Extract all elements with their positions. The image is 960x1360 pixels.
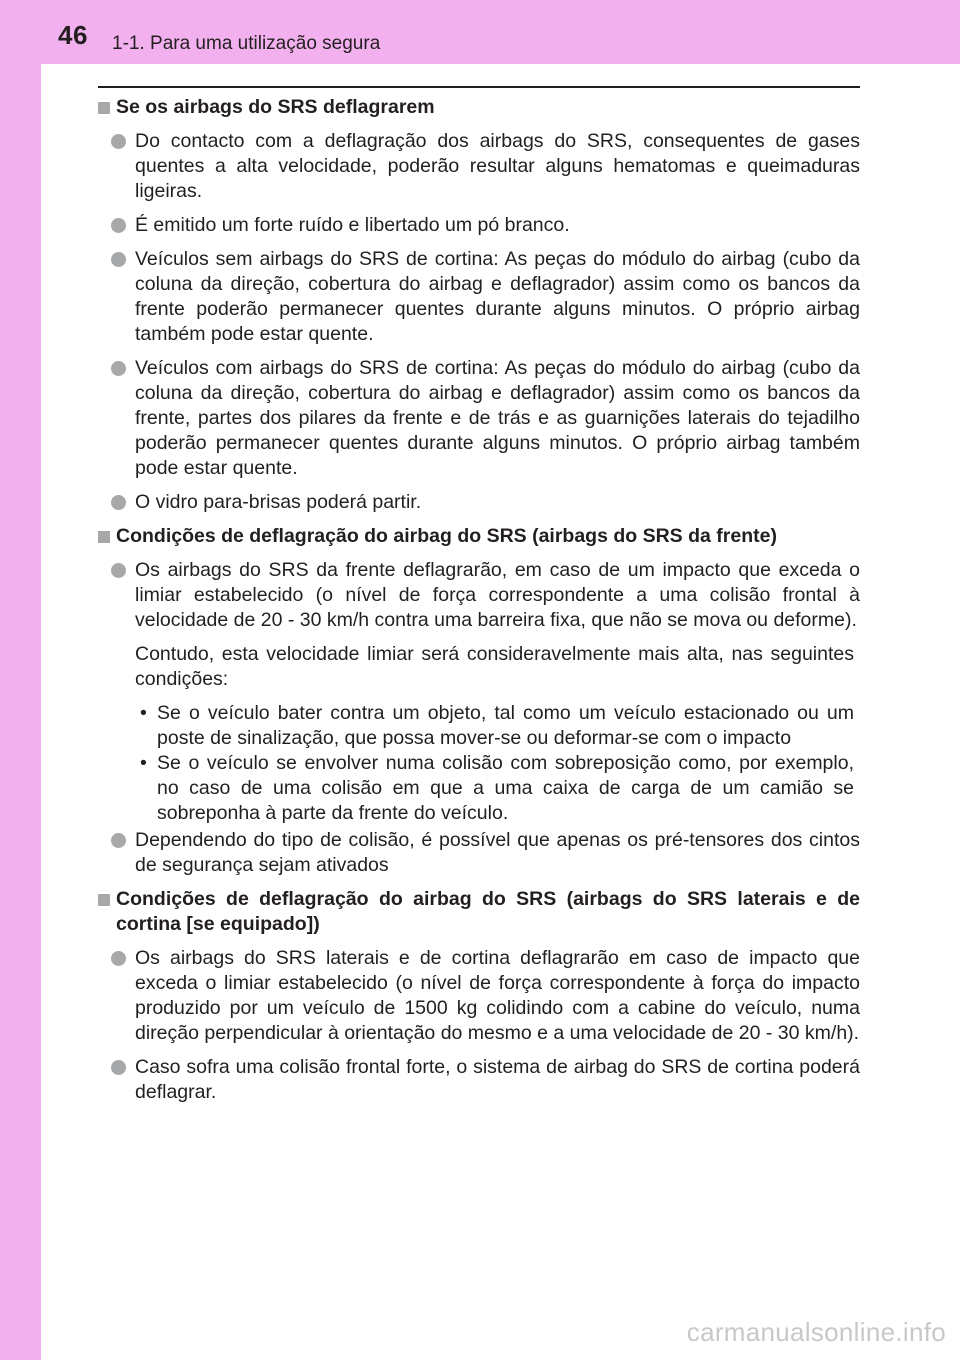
round-bullet-icon xyxy=(111,563,126,578)
round-bullet-icon xyxy=(111,495,126,510)
list-item xyxy=(98,213,860,238)
list-item-text: Veículos sem airbags do SRS de cortina: As peças do módulo do airbag (cubo da coluna da direção, cobertura do airbag e deflagrador) assim como os bancos da frente poderão permanecer quentes durante alguns minutos. O próprio airbag também pode estar quente. xyxy=(135,248,860,345)
list-item-text: Do contacto com a deflagração dos airbags do SRS, consequentes de gases quentes a alta velocidade, poderão resultar alguns hematomas e queimaduras ligeiras. xyxy=(135,130,860,202)
list-item xyxy=(98,828,860,878)
list-item xyxy=(98,946,860,1046)
list-item-text: Veículos com airbags do SRS de cortina: As peças do módulo do airbag (cubo da coluna da direção, cobertura do airbag e deflagrador) assim como os bancos da frente, partes dos pilares da frente e de trás e as guarnições laterais do tejadilho poderão permanecer quentes durante alguns minutos. O próprio airbag também pode estar quente. xyxy=(135,357,860,479)
round-bullet-icon xyxy=(111,252,126,267)
section-title: 1-1. Para uma utilização segura xyxy=(112,33,381,54)
heading-front-airbag-conditions xyxy=(98,524,860,549)
list-item-text: O vidro para-brisas poderá partir. xyxy=(135,491,422,513)
heading-text: Se os airbags do SRS deflagrarem xyxy=(116,96,435,118)
list-item-text: É emitido um forte ruído e libertado um pó branco. xyxy=(135,214,570,236)
heading-text: Condições de deflagração do airbag do SRS (airbags do SRS laterais e de cortina [se equipado]) xyxy=(116,888,860,935)
small-bullet-icon: • xyxy=(140,752,147,774)
square-bullet-icon xyxy=(98,102,110,114)
sub-list-item xyxy=(135,701,854,751)
small-bullet-icon: • xyxy=(140,702,147,724)
header-rule xyxy=(98,86,860,88)
round-bullet-icon xyxy=(111,218,126,233)
list-item-text: Dependendo do tipo de colisão, é possível que apenas os pré-tensores dos cintos de segurança sejam ativados xyxy=(135,829,860,876)
list-item-text: Os airbags do SRS da frente deflagrarão, em caso de um impacto que exceda o limiar estabelecido (o nível de força correspondente a uma colisão frontal à velocidade de 20 - 30 km/h contra uma barreira fixa, que não se mova ou deforme). xyxy=(135,559,860,631)
heading-text: Condições de deflagração do airbag do SRS (airbags do SRS da frente) xyxy=(116,525,777,547)
square-bullet-icon xyxy=(98,531,110,543)
round-bullet-icon xyxy=(111,1060,126,1075)
condition-sublist xyxy=(98,701,860,826)
threshold-paragraph: Contudo, esta velocidade limiar será consideravelmente mais alta, nas seguintes condições: xyxy=(135,643,854,690)
round-bullet-icon xyxy=(111,361,126,376)
round-bullet-icon xyxy=(111,951,126,966)
list-item xyxy=(98,247,860,347)
page-body xyxy=(98,95,860,1105)
list-item xyxy=(98,1055,860,1105)
sub-list-item xyxy=(135,751,854,826)
heading-side-curtain-conditions xyxy=(98,887,860,937)
list-item xyxy=(98,558,860,633)
round-bullet-icon xyxy=(111,134,126,149)
list-item-text: Caso sofra uma colisão frontal forte, o sistema de airbag do SRS de cortina poderá deflagrar. xyxy=(135,1056,860,1103)
list-item xyxy=(98,490,860,515)
square-bullet-icon xyxy=(98,894,110,906)
list-item xyxy=(98,129,860,204)
list-item-text: Os airbags do SRS laterais e de cortina deflagrarão em caso de impacto que exceda o limiar estabelecido (o nível de força correspondente à força do impacto produzido por um veículo de 1500 kg colidindo com a cabine do veículo, numa direção perpendicular à orientação do mesmo e a uma velocidade de 20 - 30 km/h). xyxy=(135,947,860,1044)
chapter-side-tab xyxy=(0,0,41,1360)
round-bullet-icon xyxy=(111,833,126,848)
sub-list-item-text: Se o veículo bater contra um objeto, tal como um veículo estacionado ou um poste de sinalização, que possa mover-se ou deformar-se com o impacto xyxy=(157,702,854,749)
heading-srs-deployment xyxy=(98,95,860,120)
list-item xyxy=(98,356,860,481)
page-number: 46 xyxy=(58,20,88,50)
sub-list-item-text: Se o veículo se envolver numa colisão com sobreposição como, por exemplo, no caso de uma colisão em que a uma caixa de carga de um camião se sobreponha à parte da frente do veículo. xyxy=(157,752,854,824)
watermark: carmanualsonline.info xyxy=(686,1317,946,1347)
